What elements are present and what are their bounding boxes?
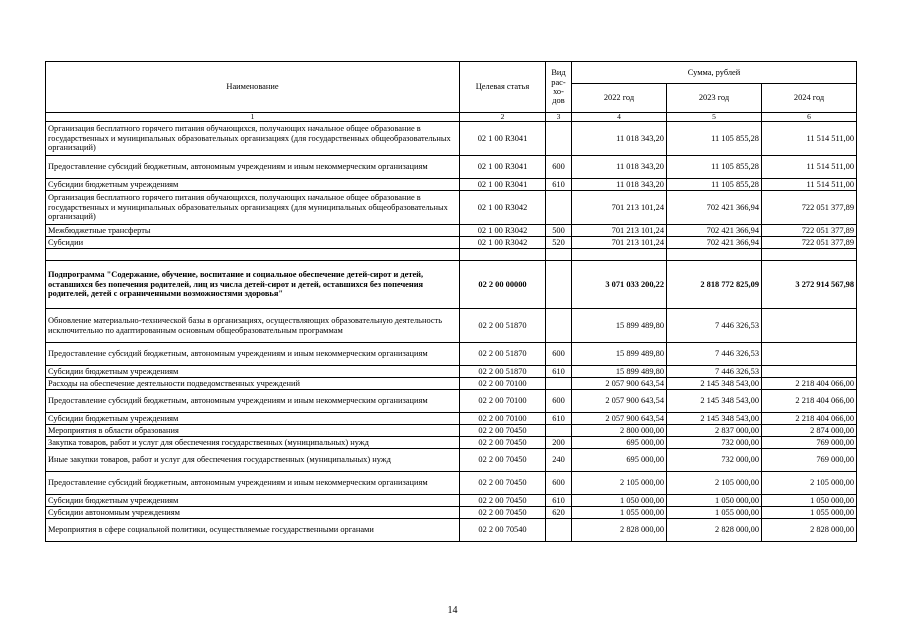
row-sum-2024 [762, 366, 857, 378]
row-code: 02 2 00 70100 [460, 378, 546, 390]
column-number: 6 [762, 113, 857, 122]
row-name: Обновление материально-технической базы в организациях, осуществляющих образовательную деятельность исключительно по адаптированным основным общеобразовательным программам [46, 309, 460, 343]
row-sum-2023: 11 105 855,28 [667, 179, 762, 191]
row-sum-2022: 695 000,00 [572, 449, 667, 472]
row-sum-2023: 2 145 348 543,00 [667, 378, 762, 390]
row-sum-2024: 769 000,00 [762, 437, 857, 449]
row-name: Предоставление субсидий бюджетным, автономным учреждениям и иным некоммерческим организациям [46, 156, 460, 179]
row-sum-2022: 2 057 900 643,54 [572, 378, 667, 390]
row-sum-2022: 701 213 101,24 [572, 237, 667, 249]
table-row [46, 225, 857, 237]
column-number: 4 [572, 113, 667, 122]
row-name: Субсидии бюджетным учреждениям [46, 366, 460, 378]
row-sum-2022: 2 057 900 643,54 [572, 390, 667, 413]
row-sum-2024: 2 874 000,00 [762, 425, 857, 437]
table-row [46, 495, 857, 507]
row-name: Мероприятия в сфере социальной политики, осуществляемые государственными органами [46, 519, 460, 542]
row-code: 02 2 00 51870 [460, 366, 546, 378]
table-row [46, 507, 857, 519]
row-sum-2024: 11 514 511,00 [762, 156, 857, 179]
row-vid [546, 425, 572, 437]
row-sum-2024: 2 828 000,00 [762, 519, 857, 542]
row-sum-2022: 2 828 000,00 [572, 519, 667, 542]
header-target: Целевая статья [460, 62, 546, 113]
table-row-subprogram [46, 261, 857, 309]
row-sum-2023: 2 818 772 825,09 [667, 261, 762, 309]
row-sum-2022: 701 213 101,24 [572, 225, 667, 237]
row-vid [546, 249, 572, 261]
row-sum-2023: 702 421 366,94 [667, 237, 762, 249]
table-row [46, 472, 857, 495]
table-row [46, 156, 857, 179]
row-code: 02 1 00 R3041 [460, 156, 546, 179]
row-vid: 520 [546, 237, 572, 249]
row-sum-2022: 2 800 000,00 [572, 425, 667, 437]
row-sum-2022: 11 018 343,20 [572, 122, 667, 156]
row-sum-2024: 11 514 511,00 [762, 122, 857, 156]
row-sum-2024: 11 514 511,00 [762, 179, 857, 191]
row-name: Иные закупки товаров, работ и услуг для обеспечения государственных (муниципальных) нужд [46, 449, 460, 472]
row-code: 02 2 00 51870 [460, 309, 546, 343]
row-sum-2022: 11 018 343,20 [572, 156, 667, 179]
table-row [46, 449, 857, 472]
header-sum: Сумма, рублей [572, 62, 857, 84]
row-vid: 620 [546, 507, 572, 519]
row-sum-2023: 732 000,00 [667, 449, 762, 472]
row-code: 02 2 00 00000 [460, 261, 546, 309]
row-sum-2023: 2 828 000,00 [667, 519, 762, 542]
row-sum-2022: 701 213 101,24 [572, 191, 667, 225]
row-sum-2024: 1 055 000,00 [762, 507, 857, 519]
row-sum-2022: 2 057 900 643,54 [572, 413, 667, 425]
row-sum-2023: 2 145 348 543,00 [667, 413, 762, 425]
row-code: 02 2 00 70450 [460, 472, 546, 495]
table-row [46, 343, 857, 366]
table-row [46, 413, 857, 425]
row-vid: 600 [546, 472, 572, 495]
row-name: Предоставление субсидий бюджетным, автономным учреждениям и иным некоммерческим организациям [46, 390, 460, 413]
row-name: Предоставление субсидий бюджетным, автономным учреждениям и иным некоммерческим организациям [46, 343, 460, 366]
table-row [46, 390, 857, 413]
row-sum-2022 [572, 249, 667, 261]
row-sum-2023: 702 421 366,94 [667, 225, 762, 237]
row-sum-2023: 7 446 326,53 [667, 309, 762, 343]
row-vid: 500 [546, 225, 572, 237]
row-sum-2023: 2 105 000,00 [667, 472, 762, 495]
row-code: 02 2 00 51870 [460, 343, 546, 366]
row-sum-2024 [762, 343, 857, 366]
row-sum-2023: 732 000,00 [667, 437, 762, 449]
row-vid [546, 261, 572, 309]
row-sum-2024: 1 050 000,00 [762, 495, 857, 507]
row-name: Субсидии автономным учреждениям [46, 507, 460, 519]
row-vid [546, 191, 572, 225]
table-row-empty [46, 249, 857, 261]
table-row [46, 437, 857, 449]
row-code: 02 1 00 R3042 [460, 191, 546, 225]
row-sum-2022: 15 899 489,80 [572, 366, 667, 378]
table-row [46, 122, 857, 156]
row-sum-2022: 1 055 000,00 [572, 507, 667, 519]
header-vid: Вид рас-хо-дов [546, 62, 572, 113]
row-sum-2023: 1 050 000,00 [667, 495, 762, 507]
table-row [46, 366, 857, 378]
row-name: Межбюджетные трансферты [46, 225, 460, 237]
row-sum-2023: 11 105 855,28 [667, 122, 762, 156]
row-name: Субсидии бюджетным учреждениям [46, 495, 460, 507]
budget-table-container [45, 61, 857, 542]
row-name: Закупка товаров, работ и услуг для обеспечения государственных (муниципальных) нужд [46, 437, 460, 449]
row-sum-2024: 2 218 404 066,00 [762, 378, 857, 390]
row-sum-2023: 7 446 326,53 [667, 366, 762, 378]
header-year-2024: 2024 год [762, 84, 857, 113]
header-year-2022: 2022 год [572, 84, 667, 113]
row-sum-2024: 722 051 377,89 [762, 225, 857, 237]
row-sum-2024 [762, 249, 857, 261]
column-number: 1 [46, 113, 460, 122]
row-vid: 200 [546, 437, 572, 449]
row-sum-2023: 2 145 348 543,00 [667, 390, 762, 413]
row-vid: 240 [546, 449, 572, 472]
row-sum-2024 [762, 309, 857, 343]
row-code: 02 1 00 R3042 [460, 237, 546, 249]
header-year-2023: 2023 год [667, 84, 762, 113]
row-sum-2022: 2 105 000,00 [572, 472, 667, 495]
row-sum-2023: 2 837 000,00 [667, 425, 762, 437]
row-name: Подпрограмма "Содержание, обучение, воспитание и социальное обеспечение детей-сирот и детей, оставшихся без попечения родителей, лиц из числа детей-сирот и детей, оставшихся без попечения родителей, детей с ограниченными возможностями здоровья" [46, 261, 460, 309]
table-row [46, 309, 857, 343]
row-vid: 600 [546, 390, 572, 413]
budget-table [45, 61, 857, 542]
row-code: 02 1 00 R3041 [460, 122, 546, 156]
row-code: 02 2 00 70450 [460, 507, 546, 519]
row-sum-2022: 11 018 343,20 [572, 179, 667, 191]
row-name: Субсидии [46, 237, 460, 249]
row-sum-2023: 11 105 855,28 [667, 156, 762, 179]
row-name: Субсидии бюджетным учреждениям [46, 413, 460, 425]
row-name: Организация бесплатного горячего питания обучающихся, получающих начальное общее образование в государственных и муниципальных образовательных организациях (для государственных общеобразовательных организаций) [46, 122, 460, 156]
row-vid [546, 122, 572, 156]
row-sum-2023: 7 446 326,53 [667, 343, 762, 366]
row-vid: 610 [546, 413, 572, 425]
column-number: 3 [546, 113, 572, 122]
row-vid [546, 309, 572, 343]
row-sum-2024: 2 105 000,00 [762, 472, 857, 495]
row-sum-2023: 702 421 366,94 [667, 191, 762, 225]
row-code: 02 2 00 70450 [460, 495, 546, 507]
header-name: Наименование [46, 62, 460, 113]
row-sum-2022: 3 071 033 200,22 [572, 261, 667, 309]
row-code: 02 2 00 70100 [460, 413, 546, 425]
row-name: Субсидии бюджетным учреждениям [46, 179, 460, 191]
row-vid: 600 [546, 343, 572, 366]
row-sum-2022: 15 899 489,80 [572, 309, 667, 343]
row-name: Предоставление субсидий бюджетным, автономным учреждениям и иным некоммерческим организациям [46, 472, 460, 495]
table-row [46, 425, 857, 437]
row-sum-2024: 3 272 914 567,98 [762, 261, 857, 309]
row-sum-2024: 2 218 404 066,00 [762, 413, 857, 425]
row-sum-2022: 1 050 000,00 [572, 495, 667, 507]
row-name: Расходы на обеспечение деятельности подведомственных учреждений [46, 378, 460, 390]
row-sum-2024: 769 000,00 [762, 449, 857, 472]
row-vid: 610 [546, 366, 572, 378]
table-row [46, 237, 857, 249]
row-code: 02 2 00 70450 [460, 425, 546, 437]
page-number: 14 [447, 605, 458, 616]
row-sum-2024: 2 218 404 066,00 [762, 390, 857, 413]
table-row [46, 519, 857, 542]
row-code: 02 2 00 70450 [460, 449, 546, 472]
row-code: 02 2 00 70540 [460, 519, 546, 542]
column-number: 2 [460, 113, 546, 122]
column-number: 5 [667, 113, 762, 122]
row-code: 02 1 00 R3042 [460, 225, 546, 237]
row-code: 02 2 00 70100 [460, 390, 546, 413]
row-sum-2023: 1 055 000,00 [667, 507, 762, 519]
row-vid: 600 [546, 156, 572, 179]
row-vid [546, 519, 572, 542]
row-sum-2024: 722 051 377,89 [762, 191, 857, 225]
row-sum-2023 [667, 249, 762, 261]
row-vid: 610 [546, 495, 572, 507]
row-name: Мероприятия в области образования [46, 425, 460, 437]
row-code [460, 249, 546, 261]
row-vid: 610 [546, 179, 572, 191]
table-row [46, 179, 857, 191]
row-sum-2024: 722 051 377,89 [762, 237, 857, 249]
table-row [46, 378, 857, 390]
row-name: Организация бесплатного горячего питания обучающихся, получающих начальное общее образование в государственных и муниципальных образовательных организациях (для муниципальных общеобразовательных организаций) [46, 191, 460, 225]
row-sum-2022: 15 899 489,80 [572, 343, 667, 366]
row-vid [546, 378, 572, 390]
table-row [46, 191, 857, 225]
row-name [46, 249, 460, 261]
row-code: 02 2 00 70450 [460, 437, 546, 449]
row-code: 02 1 00 R3041 [460, 179, 546, 191]
row-sum-2022: 695 000,00 [572, 437, 667, 449]
